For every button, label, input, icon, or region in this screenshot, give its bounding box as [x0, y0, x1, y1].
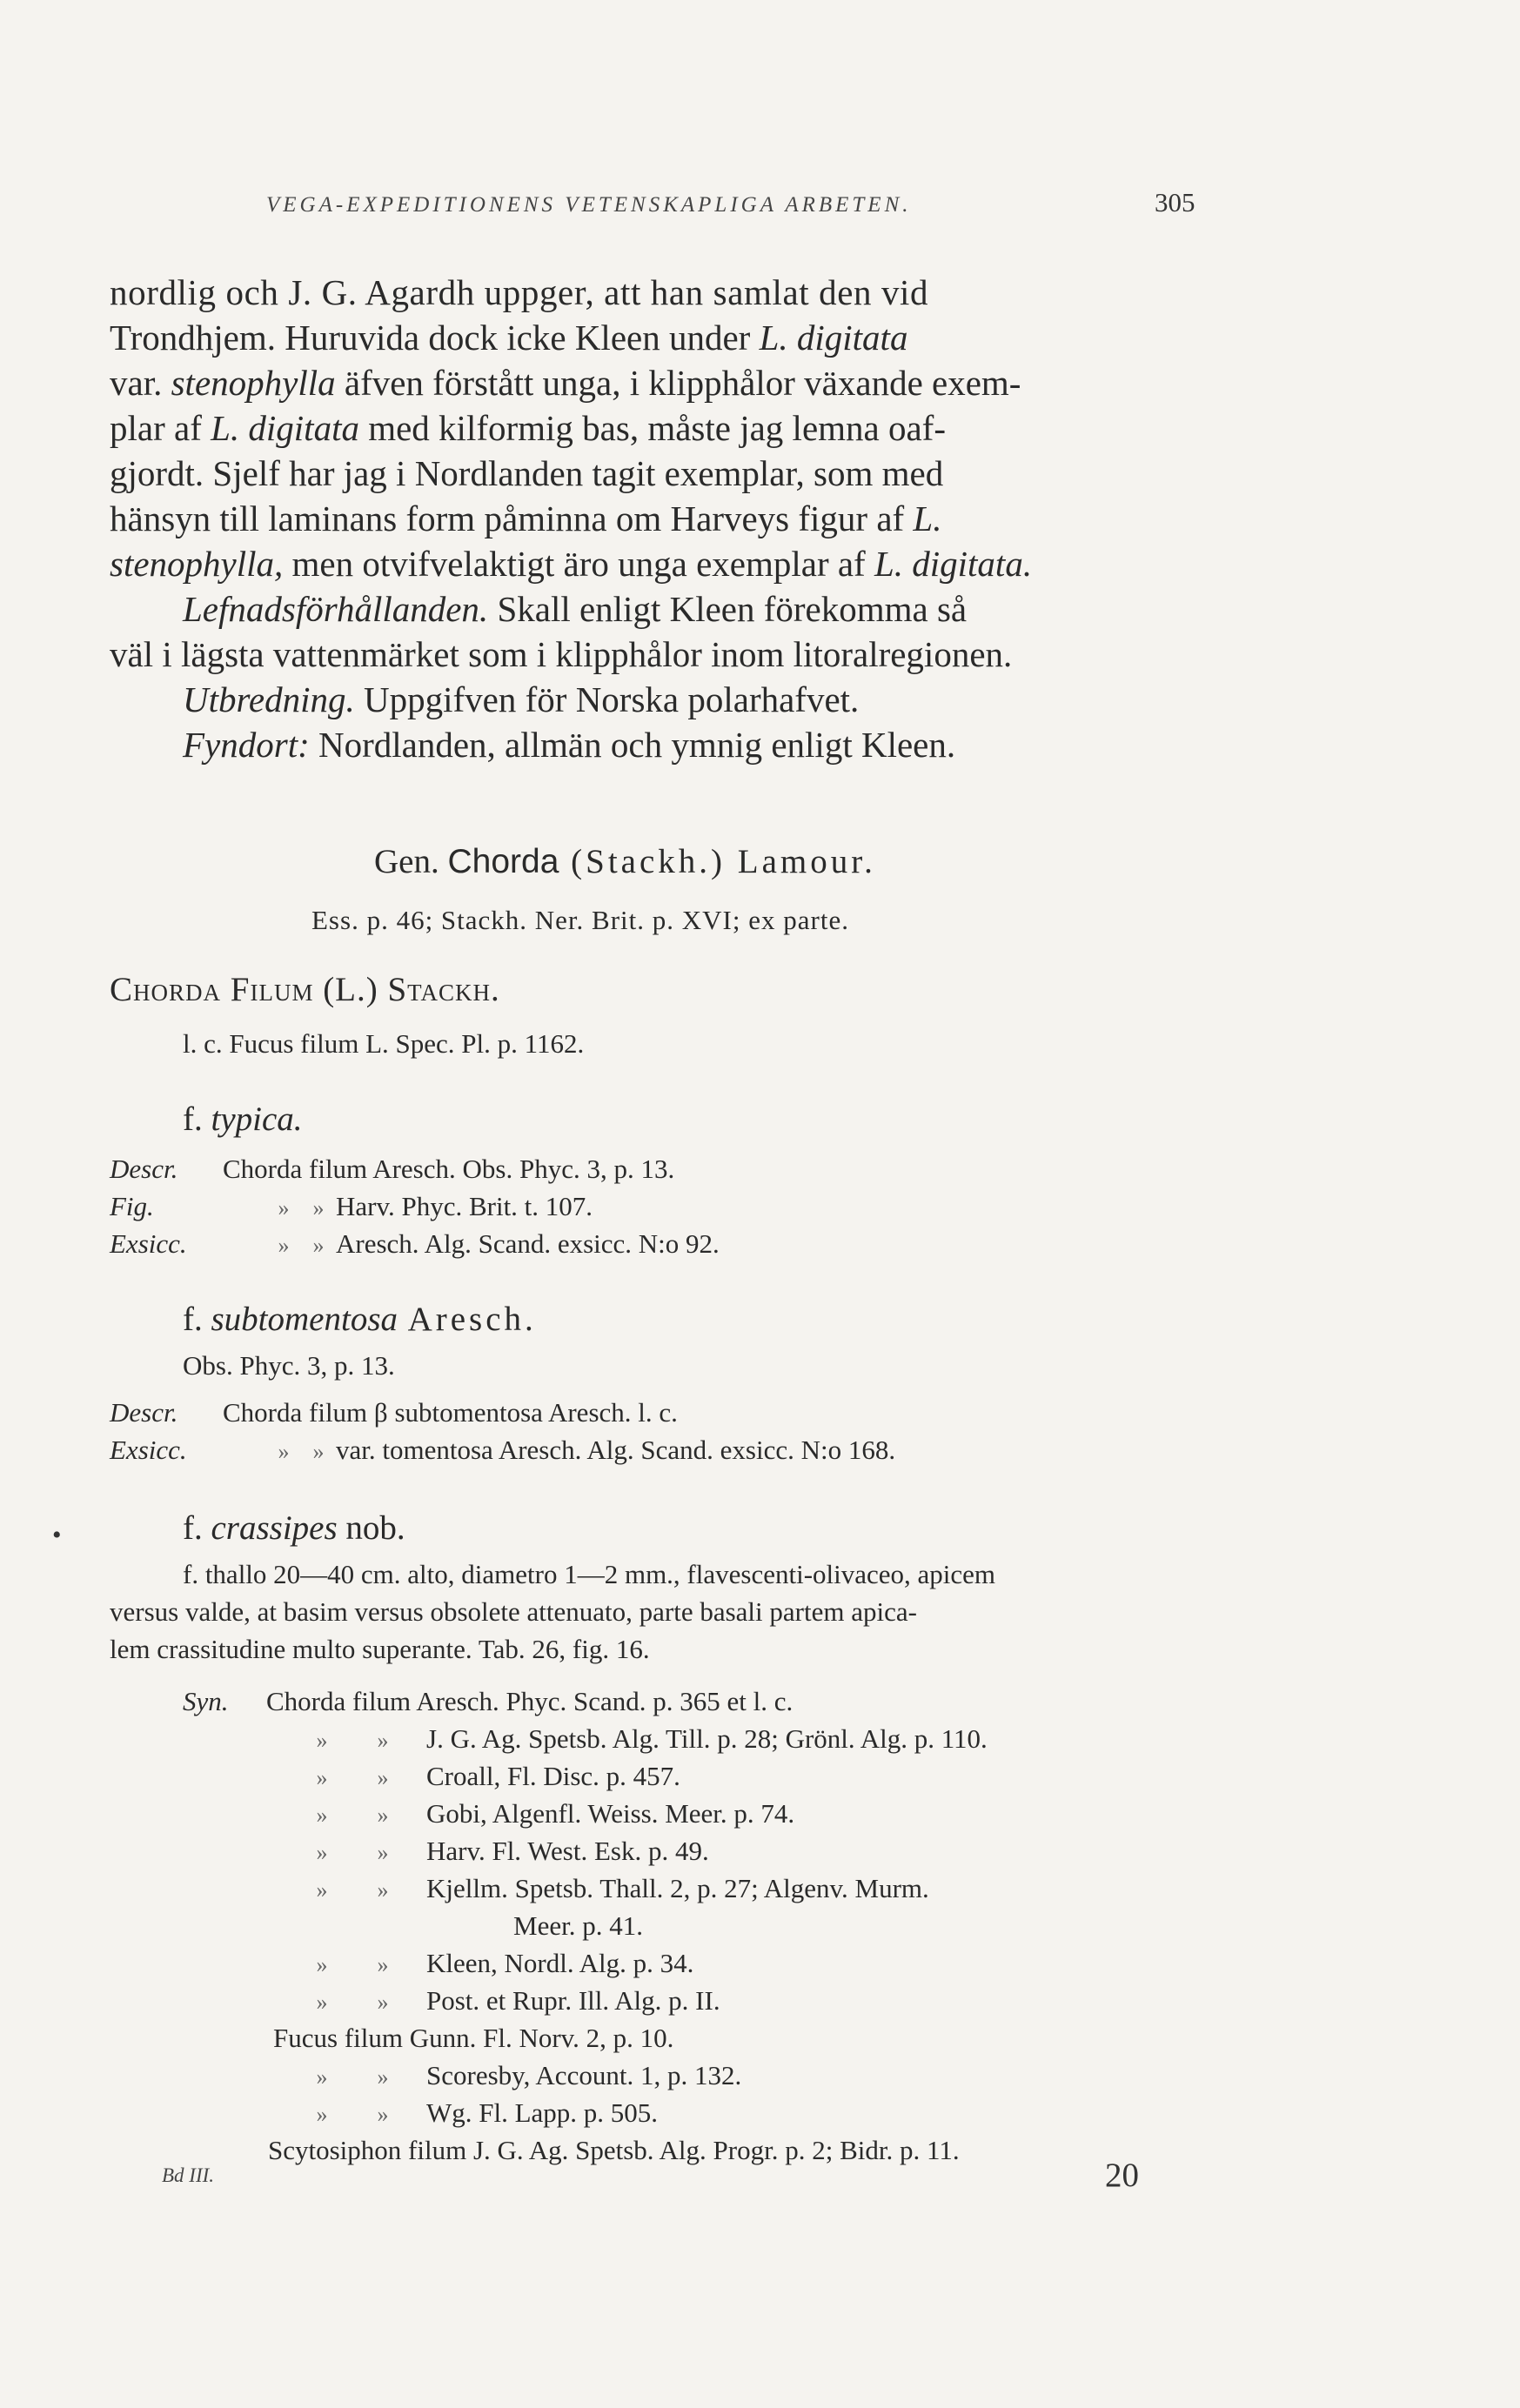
- sheet-number: 20: [1105, 2157, 1139, 2194]
- ditto-mark: »: [377, 1877, 389, 1903]
- synonym-text: Croall, Fl. Disc. p. 457.: [426, 1761, 680, 1791]
- text-line: gjordt. Sjelf har jag i Nordlanden tagit exemplar, som med: [110, 453, 944, 493]
- citation-text: var. tomentosa Aresch. Alg. Scand. exsicc. N:o 168.: [336, 1435, 896, 1465]
- section-label: Utbredning.: [183, 679, 355, 719]
- text-span: Aresch.: [398, 1301, 537, 1338]
- ditto-mark: »: [316, 1765, 328, 1790]
- text-line: [110, 496, 941, 541]
- taxon-name: stenophylla,: [110, 544, 284, 584]
- ditto-mark: »: [312, 1439, 325, 1464]
- ditto-mark: »: [316, 1803, 328, 1828]
- ditto-mark: »: [377, 1803, 389, 1828]
- synonym-line: [305, 2097, 658, 2129]
- margin-dot: •: [52, 1521, 62, 1549]
- diagnosis-line: versus valde, at basim versus obsolete attenuato, parte basali partem apica-: [110, 1596, 917, 1627]
- citation-line: [110, 1154, 674, 1185]
- ditto-mark: »: [377, 1765, 389, 1790]
- synonym-line: [305, 1948, 693, 1979]
- taxon-name: L. digitata.: [874, 544, 1033, 584]
- text-span: f.: [183, 1509, 211, 1547]
- synonym-line: Fucus filum Gunn. Fl. Norv. 2, p. 10.: [273, 2023, 674, 2053]
- signature-mark: Bd III.: [162, 2164, 215, 2186]
- genus-name: Chorda: [447, 843, 559, 880]
- diagnosis-line: f. thallo 20—40 cm. alto, diametro 1—2 mm., flavescenti-olivaceo, apicem: [183, 1559, 996, 1589]
- citation-text: Chorda filum Aresch. Obs. Phyc. 3, p. 13.: [223, 1154, 675, 1184]
- citation-text: Aresch. Alg. Scand. exsicc. N:o 92.: [336, 1228, 720, 1259]
- synonym-line: [305, 1836, 709, 1867]
- synonym-text: Kleen, Nordl. Alg. p. 34.: [426, 1948, 694, 1978]
- synonym-text: Post. et Rupr. Ill. Alg. p. II.: [426, 1985, 720, 2016]
- text-span: f.: [183, 1301, 211, 1338]
- text-span: Uppgifven för Norska polarhafvet.: [354, 679, 860, 719]
- citation-label: Descr.: [110, 1154, 178, 1184]
- form-heading: [183, 1300, 537, 1339]
- diagnosis-line: lem crassitudine multo superante. Tab. 26, fig. 16.: [110, 1634, 650, 1664]
- text-span: nob.: [337, 1509, 405, 1547]
- citation-label: Fig.: [110, 1191, 154, 1221]
- ditto-mark: »: [278, 1439, 290, 1464]
- citation-line: [110, 1435, 895, 1466]
- citation-line: [110, 1191, 593, 1222]
- ditto-mark: »: [377, 1728, 389, 1753]
- text-line: [183, 677, 859, 722]
- genus-heading: [374, 842, 876, 881]
- form-reference: Obs. Phyc. 3, p. 13.: [183, 1350, 395, 1381]
- text-span: Nordlanden, allmän och ymnig enligt Kleen.: [309, 725, 956, 765]
- ditto-mark: »: [316, 1728, 328, 1753]
- text-span: Gen.: [374, 843, 448, 880]
- ditto-mark: »: [316, 1990, 328, 2015]
- text-span: men otvifvelaktigt äro unga exemplar af: [283, 544, 874, 584]
- synonym-text: Chorda filum Aresch. Phyc. Scand. p. 365 et l. c.: [266, 1686, 793, 1716]
- text-line: väl i lägsta vattenmärket som i klipphålor inom litoralregionen.: [110, 634, 1013, 674]
- text-span: Trondhjem. Huruvida dock icke Kleen under: [110, 318, 760, 358]
- text-line: [183, 722, 955, 767]
- synonym-line: [305, 1761, 680, 1792]
- section-label: Lefnadsförhållanden.: [183, 589, 489, 629]
- form-heading: [183, 1508, 405, 1548]
- taxon-name: L.: [913, 498, 942, 538]
- ditto-mark: »: [278, 1233, 290, 1258]
- citation-line: [110, 1228, 720, 1260]
- species-heading: Chorda Filum (L.) Stackh.: [110, 971, 500, 1008]
- taxon-name: stenophylla: [171, 363, 336, 403]
- synonym-line: [305, 1873, 929, 1904]
- ditto-mark: »: [377, 2064, 389, 2090]
- ditto-mark: »: [377, 1840, 389, 1865]
- text-line: [110, 405, 946, 451]
- synonym-line: [183, 1686, 793, 1717]
- text-line: [110, 360, 1021, 405]
- species-reference: l. c. Fucus filum L. Spec. Pl. p. 1162.: [183, 1028, 585, 1059]
- synonym-text: Wg. Fl. Lapp. p. 505.: [426, 2097, 659, 2128]
- citation-text: Chorda filum β subtomentosa Aresch. l. c.: [223, 1397, 678, 1428]
- text-line: nordlig och J. G. Agardh uppger, att han samlat den vid: [110, 272, 929, 312]
- synonym-text: Harv. Fl. West. Esk. p. 49.: [426, 1836, 709, 1866]
- text-line: [110, 315, 907, 360]
- text-span: med kilformig bas, måste jag lemna oaf-: [358, 408, 946, 448]
- genus-reference: Ess. p. 46; Stackh. Ner. Brit. p. XVI; ex parte.: [311, 905, 849, 935]
- text-span: var.: [110, 363, 171, 403]
- ditto-mark: »: [316, 1877, 328, 1903]
- citation-label: Descr.: [110, 1397, 178, 1428]
- citation-label: Exsicc.: [110, 1228, 187, 1259]
- ditto-mark: »: [278, 1195, 290, 1221]
- text-span: (Stackh.) Lamour.: [559, 843, 876, 880]
- taxon-name: L. digitata: [211, 408, 359, 448]
- citation-label: Exsicc.: [110, 1435, 187, 1465]
- synonym-line: Scytosiphon filum J. G. Ag. Spetsb. Alg. Progr. p. 2; Bidr. p. 11.: [268, 2135, 960, 2165]
- synonym-text: Kjellm. Spetsb. Thall. 2, p. 27; Algenv. Murm.: [426, 1873, 929, 1903]
- citation-label: Syn.: [183, 1686, 229, 1716]
- synonym-line: [305, 1985, 720, 2017]
- ditto-mark: »: [312, 1233, 325, 1258]
- running-head: VEGA-EXPEDITIONENS VETENSKAPLIGA ARBETEN.: [266, 193, 912, 217]
- ditto-mark: »: [316, 2064, 328, 2090]
- synonym-text: J. G. Ag. Spetsb. Alg. Till. p. 28; Grönl. Alg. p. 110.: [426, 1723, 988, 1754]
- ditto-mark: »: [377, 1990, 389, 2015]
- text-span: hänsyn till laminans form påminna om Harveys figur af: [110, 498, 914, 538]
- ditto-mark: »: [316, 1840, 328, 1865]
- synonym-text: Scoresby, Account. 1, p. 132.: [426, 2060, 742, 2090]
- taxon-name: subtomentosa: [211, 1301, 398, 1338]
- taxon-name: crassipes: [211, 1509, 338, 1547]
- taxon-name: L. digitata: [759, 318, 908, 358]
- ditto-mark: »: [316, 2102, 328, 2127]
- citation-line: [110, 1397, 678, 1428]
- ditto-mark: »: [316, 1952, 328, 1977]
- page-number: 305: [1155, 187, 1195, 217]
- synonym-text: Gobi, Algenfl. Weiss. Meer. p. 74.: [426, 1798, 795, 1829]
- citation-text: Harv. Phyc. Brit. t. 107.: [336, 1191, 593, 1221]
- synonym-line: Meer. p. 41.: [513, 1910, 643, 1941]
- synonym-line: [305, 2060, 741, 2091]
- text-line: [183, 586, 967, 632]
- text-span: plar af: [110, 408, 211, 448]
- text-span: Skall enligt Kleen förekomma så: [488, 589, 968, 629]
- text-span: äfven förstått unga, i klipphålor växande exem-: [335, 363, 1021, 403]
- taxon-name: typica.: [211, 1100, 303, 1138]
- section-label: Fyndort:: [183, 725, 310, 765]
- ditto-mark: »: [312, 1195, 325, 1221]
- text-line: [110, 541, 1032, 586]
- synonym-line: [305, 1723, 988, 1755]
- form-heading: [183, 1100, 303, 1139]
- text-span: f.: [183, 1100, 211, 1138]
- ditto-mark: »: [377, 1952, 389, 1977]
- synonym-line: [305, 1798, 794, 1829]
- ditto-mark: »: [377, 2102, 389, 2127]
